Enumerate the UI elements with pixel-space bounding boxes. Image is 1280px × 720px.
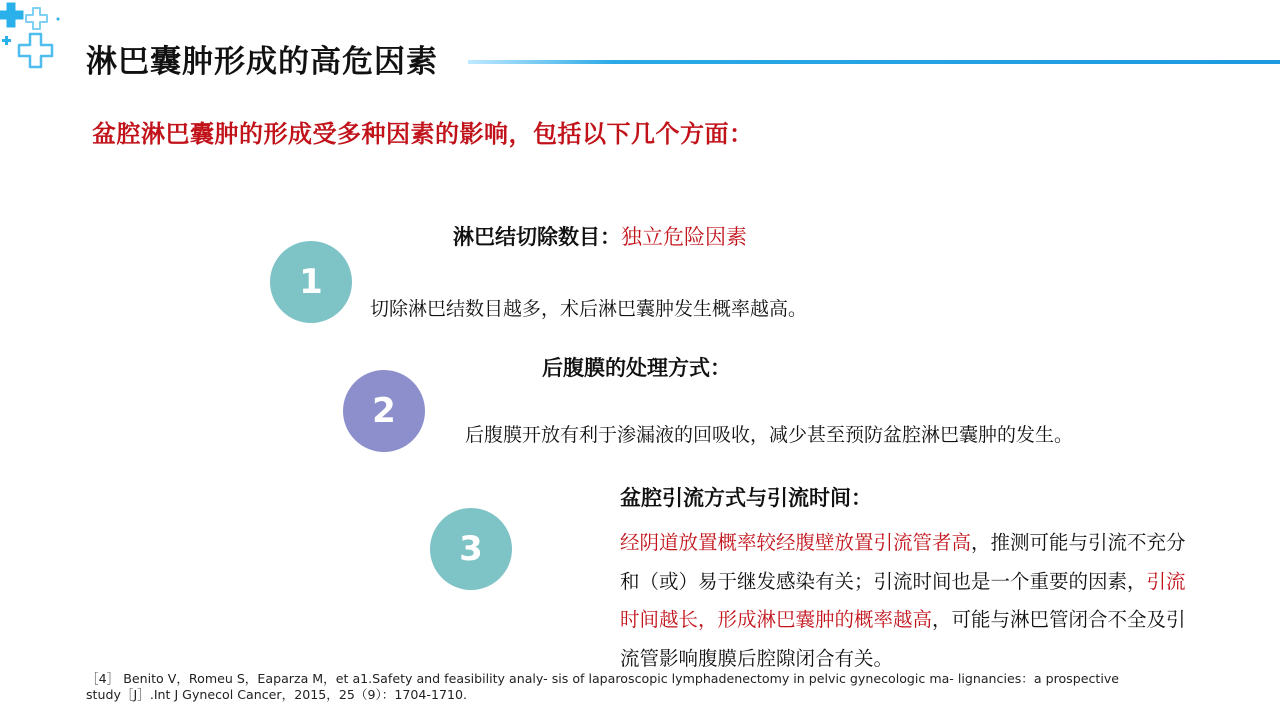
reference-citation (86, 671, 1206, 703)
factor-2-heading: 后腹膜的处理方式： (542, 356, 731, 380)
number-badge-label: 3 (459, 529, 483, 569)
plain-text: 流管影响腹膜后腔隙闭合有关。 (620, 646, 894, 670)
factor-1-heading (453, 221, 747, 251)
medical-cross-decoration-icon (0, 0, 70, 82)
factor-2-body: 后腹膜开放有利于渗漏液的回吸收，减少甚至预防盆腔淋巴囊肿的发生。 (465, 424, 1074, 446)
plain-text: ，推测可能与引流不充分 (971, 531, 1186, 554)
plain-text: ，可能与淋巴管闭合不全及引 (932, 608, 1186, 631)
subtitle: 盆腔淋巴囊肿的形成受多种因素的影响，包括以下几个方面： (92, 120, 754, 148)
reference-line-1: ［4］ Benito V，Romeu S，Eaparza M，et a1.Safety and feasibility analy- sis of laparoscopic lymphadenectomy in pelvic gynecologic ma- lignancies：a prospective (86, 671, 1120, 686)
highlight-text: 引流 (1146, 569, 1186, 593)
factor-heading-highlight: 独立危险因素 (621, 225, 747, 249)
factor-3-heading: 盆腔引流方式与引流时间： (620, 486, 872, 510)
number-badge-1 (270, 241, 352, 323)
number-badge-2 (343, 370, 425, 452)
page-title: 淋巴囊肿形成的高危因素 (86, 44, 438, 80)
number-badge-3 (430, 508, 512, 590)
highlight-text: 经阴道放置概率较经腹壁放置引流管者高 (620, 531, 972, 554)
number-badge-label: 2 (372, 391, 396, 431)
number-badge-label: 1 (299, 262, 323, 302)
reference-line-2: study［J］.Int J Gynecol Cancer，2015，25（9）：1704-1710. (86, 687, 468, 702)
factor-3-line-3 (620, 601, 1248, 640)
highlight-text: 时间越长，形成淋巴囊肿的概率越高 (620, 608, 933, 631)
factor-3-line-1 (620, 524, 1248, 563)
factor-heading-text: 淋巴结切除数目： (453, 225, 621, 249)
factor-3-body (620, 524, 1248, 678)
factor-1-body: 切除淋巴结数目越多，术后淋巴囊肿发生概率越高。 (370, 298, 808, 320)
factor-3-line-2 (620, 563, 1248, 602)
plain-text: 和（或）易于继发感染有关；引流时间也是一个重要的因素， (620, 569, 1147, 593)
title-underline-bar (468, 60, 1280, 64)
